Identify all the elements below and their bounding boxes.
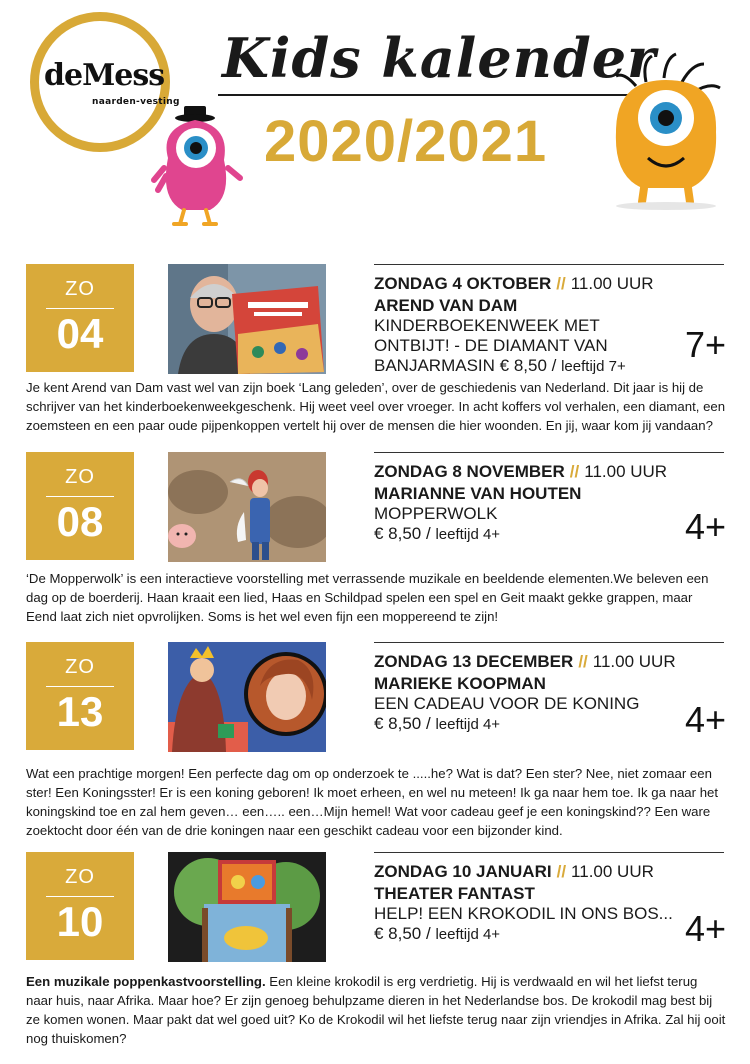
event-heading (374, 652, 676, 672)
event-age: 4+ (684, 699, 726, 740)
event-details (374, 884, 674, 945)
separator: // (556, 274, 566, 293)
date-number: 08 (56, 498, 104, 545)
date-badge (26, 264, 134, 372)
event-description (26, 972, 726, 1048)
separator: // (578, 652, 588, 671)
event-description-body: Een kleine krokodil is erg verdrietig. Hij is verdwaald en wil het liefst terug naar huis, naar Afrika. Maar hoe? Er zijn genoeg behulpzame dieren in het Nederlandse bos. De krokodil mag best bij ze komen wonen. Maar pakt dat wel goed uit? Ko de Krokodil wil het liefste terug naar zijn vriendjes in Afrika. Zal hij ooit nog thuiskomen? (26, 974, 726, 1046)
date-divider (46, 686, 114, 687)
event-performer: MARIEKE KOOPMAN (374, 674, 546, 693)
event-date: ZONDAG 13 DECEMBER (374, 652, 574, 671)
date-badge (26, 852, 134, 960)
title-underline (218, 94, 628, 96)
event-date: ZONDAG 4 OKTOBER (374, 274, 552, 293)
event-price: € 8,50 / (374, 924, 436, 943)
event-heading (374, 462, 667, 482)
event-performer: MARIANNE VAN HOUTEN (374, 484, 582, 503)
event-photo-marieke (168, 642, 326, 752)
event-description: Wat een prachtige morgen! Een perfecte dag om op onderzoek te .....he? Wat is dat? Een ster? Nee, niet zomaar een ster! Een Koningsster! Er is een koning geboren! Ik moet erheen, en wel nu meteen! Ik ga naar hem toe. Ik ga naar het koningskind toe en zal hem geven… een….. een…Mijn hemel! Wat voor cadeau geef je een koningskind?? Een ware zoektocht door één van de drie koningen naar een geschikt cadeau voor een bijzonder kind. (26, 766, 719, 838)
event-photo-theater-fantast (168, 852, 326, 962)
event-age-label: leeftijd 4+ (435, 526, 501, 543)
event-age-label: leeftijd 4+ (435, 716, 501, 733)
logo-subtitle: naarden-vesting (92, 97, 180, 107)
event-time: 11.00 UUR (584, 462, 668, 481)
event-performer: AREND VAN DAM (374, 296, 518, 315)
event-age: 7+ (684, 324, 726, 365)
date-divider (46, 308, 114, 309)
event-price: € 8,50 / (374, 524, 436, 543)
event-details (374, 484, 674, 545)
separator: // (556, 862, 567, 881)
event-divider (374, 264, 724, 265)
date-weekday: ZO (65, 656, 95, 678)
event-date: ZONDAG 10 JANUARI (374, 862, 552, 881)
date-badge (26, 452, 134, 560)
event-age-label: leeftijd 7+ (561, 358, 626, 375)
orange-monster-illustration (606, 52, 726, 212)
event-performer: THEATER FANTAST (374, 884, 535, 903)
event-heading (374, 862, 654, 882)
event-description: ‘De Mopperwolk’ is een interactieve voorstelling met verrassende muzikale en beeldende elementen.We beleven een dag op de boerderij. Haan kraait een lied, Haas en Schildpad spelen een spel en Geit maakt gekke grappen, maar Eend laat zich niet opvrolijken. Soms is het wel even fijn een moppereend te zijn! (26, 571, 709, 624)
event-title: KINDERBOEKENWEEK MET ONTBIJT! - DE DIAMANT VAN BANJARMASIN (374, 316, 608, 375)
event-title: MOPPERWOLK (374, 504, 498, 523)
date-number: 13 (56, 688, 104, 735)
event-details (374, 674, 674, 735)
event-photo-marianne (168, 452, 326, 562)
event-divider (374, 852, 724, 853)
event-time: 11.00 UUR (571, 862, 654, 881)
date-badge (26, 642, 134, 750)
date-weekday: ZO (65, 866, 95, 888)
event-divider (374, 452, 724, 453)
date-number: 10 (56, 898, 104, 945)
event-time: 11.00 UUR (592, 652, 676, 671)
event-price: € 8,50 / (374, 714, 436, 733)
event-date: ZONDAG 8 NOVEMBER (374, 462, 565, 481)
event-heading (374, 274, 654, 294)
logo-text: deMess (44, 58, 165, 93)
page-title: Kids kalender (222, 26, 657, 90)
event-divider (374, 642, 724, 643)
event-age: 4+ (684, 908, 726, 949)
event-details (374, 296, 674, 377)
event-title: EEN CADEAU VOOR DE KONING (374, 694, 640, 713)
date-weekday: ZO (65, 278, 95, 300)
event-title: HELP! EEN KROKODIL IN ONS BOS... (374, 904, 673, 923)
event-time: 11.00 UUR (570, 274, 654, 293)
separator: // (569, 462, 580, 481)
date-divider (46, 896, 114, 897)
event-description: Je kent Arend van Dam vast wel van zijn boek ‘Lang geleden’, over de geschiedenis van Nederland. Dit jaar is hij de schrijver van het kinderboekenweekgeschenk. Hij weet veel over vroeger. In acht koffers vol verhalen, een diamant, een zoemsteen en een paar oude pijpenkoppen vertelt hij over de mensen die hier woonden. En jij, waar kom jij vandaan? (26, 380, 726, 433)
event-age-label: leeftijd 4+ (435, 926, 501, 943)
season-year: 2020/2021 (264, 109, 548, 174)
event-photo-arend (168, 264, 326, 374)
event-age: 4+ (684, 506, 726, 547)
date-divider (46, 496, 114, 497)
event-description-lead: Een muzikale poppenkastvoorstelling. (26, 974, 266, 989)
date-weekday: ZO (65, 466, 95, 488)
pink-monster-illustration (150, 98, 245, 230)
date-number: 04 (56, 310, 104, 357)
event-price: € 8,50 / (499, 356, 562, 375)
